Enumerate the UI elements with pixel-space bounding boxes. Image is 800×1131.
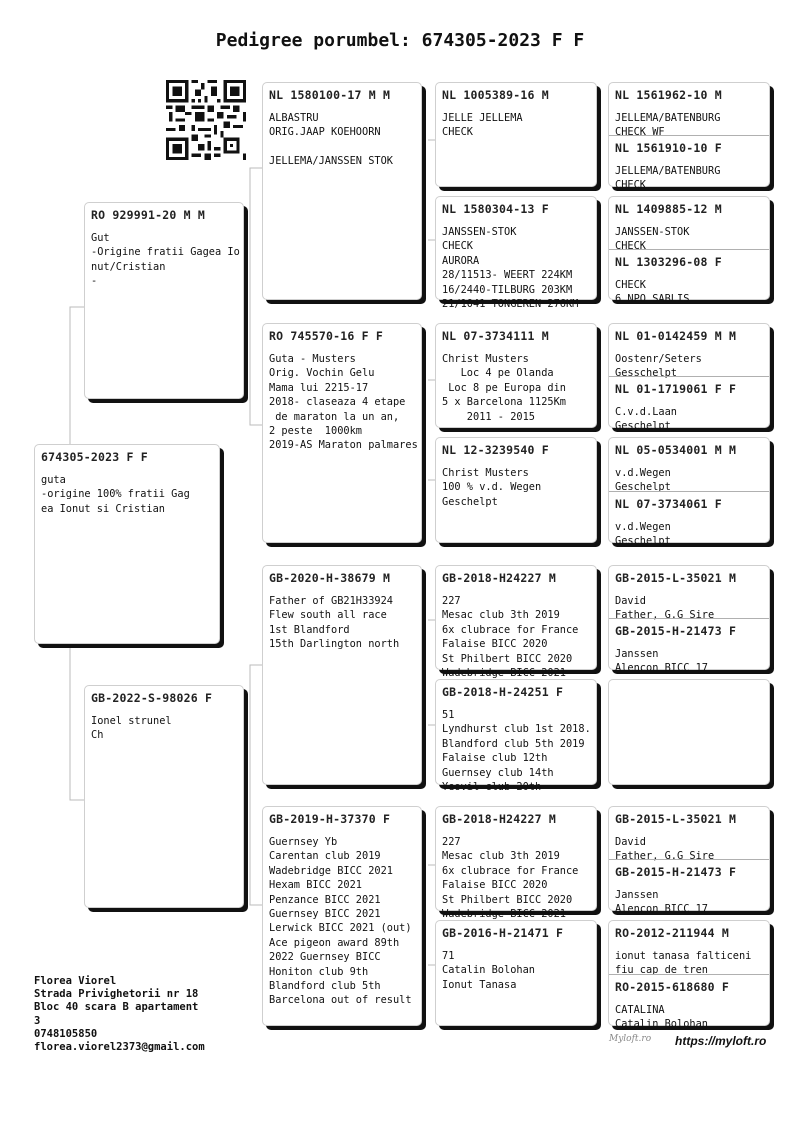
pigeon-notes: David Father, G.G Sire: [615, 595, 715, 622]
ring-number: NL 1005389-16 M: [442, 88, 549, 102]
pigeon-notes: Ionel strunel Ch: [91, 715, 172, 742]
pigeon-notes: JELLE JELLEMA CHECK: [442, 112, 523, 139]
owner-phone: 0748105850: [34, 1027, 98, 1040]
pedigree-card-gen4-3: [435, 323, 597, 428]
pedigree-card-gen5-pair-8: [608, 920, 770, 1031]
pigeon-notes: Janssen Alencon BICC 17: [615, 648, 708, 675]
pigeon-notes: Oostenr/Seters Gesschelpt: [615, 353, 702, 380]
pedigree-card-gen5-pair-4: [608, 437, 770, 548]
ring-number: GB-2015-L-35021 M: [615, 571, 737, 585]
ring-number: GB-2018-H24227 M: [442, 812, 556, 826]
ring-number: NL 1561910-10 F: [615, 141, 722, 155]
owner-name: Florea Viorel: [34, 975, 117, 987]
pedigree-card-gen5-pair-1: [608, 82, 770, 192]
ring-number: NL 12-3239540 F: [442, 443, 549, 457]
pigeon-notes: Gut -Origine fratii Gagea Io nut/Cristian -: [91, 232, 240, 288]
pigeon-notes: JANSSEN-STOK CHECK: [615, 226, 690, 253]
pigeon-notes: 227 Mesac club 3th 2019 6x clubrace for France Falaise BICC 2020 St Philbert BICC 2020 Wadebridge BICC 2021: [442, 595, 579, 680]
ring-number: GB-2015-L-35021 M: [615, 812, 737, 826]
ring-number: NL 1409885-12 M: [615, 202, 722, 216]
pigeon-notes: 227 Mesac club 3th 2019 6x clubrace for France Falaise BICC 2020 St Philbert BICC 2020 Wadebridge BICC 2021: [442, 836, 579, 921]
pigeon-notes: CHECK 6 NPO SABLIS: [615, 279, 690, 306]
pigeon-notes: v.d.Wegen Geschelpt: [615, 521, 671, 548]
pigeon-notes: JELLEMA/BATENBURG CHECK WF: [615, 112, 721, 139]
pigeon-notes: JANSSEN-STOK CHECK AURORA 28/11513- WEERT 224KM 16/2440-TILBURG 203KM 21/1041 TONGEREN 276KM: [442, 226, 579, 311]
ring-number: RO-2012-211944 M: [615, 926, 729, 940]
pedigree-card-gen3-4: [262, 806, 422, 1026]
pedigree-card-gen3-2: [262, 323, 422, 543]
pigeon-notes: guta -origine 100% fratii Gag ea Ionut si Cristian: [41, 474, 190, 515]
pigeon-notes: Father of GB21H33924 Flew south all race 1st Blandford 15th Darlington north: [269, 595, 400, 651]
pigeon-notes: Guernsey Yb Carentan club 2019 Wadebridge BICC 2021 Hexam BICC 2021 Penzance BICC 2021 Guernsey BICC 2021 Lerwick BICC 2021 (out) Ace pigeon award 89th 2022 Guernsey BICC Honiton club 9th Blandford club 5th Barcelona out of result: [269, 836, 412, 1007]
qr-code-icon: [166, 80, 246, 160]
myloft-logo: Myloft.ro: [609, 1034, 652, 1044]
pigeon-notes: Guta - Musters Orig. Vochin Gelu Mama lui 2215-17 2018- claseaza 4 etape de maraton la un an, 2 peste 1000km 2019-AS Maraton palmares: [269, 353, 418, 452]
ring-number: GB-2018-H-24251 F: [442, 685, 564, 699]
ring-number: NL 05-0534001 M M: [615, 443, 737, 457]
ring-number: NL 07-3734061 F: [615, 497, 722, 511]
pedigree-card-gen4-6: [435, 679, 597, 794]
pigeon-notes: 51 Lyndhurst club 1st 2018. Blandford club 5th 2019 Falaise club 12th Guernsey club 14th Yeovil club 20th: [442, 709, 591, 794]
pedigree-card-gen4-1: [435, 82, 597, 187]
ring-number: NL 01-1719061 F F: [615, 382, 737, 396]
ring-number: NL 1580304-13 F: [442, 202, 549, 216]
pigeon-notes: ALBASTRU ORIG.JAAP KOEHOORN JELLEMA/JANSSEN STOK: [269, 112, 393, 168]
pedigree-card-sire: [84, 202, 244, 399]
pedigree-card-gen5-pair-3: [608, 323, 770, 433]
pigeon-notes: CATALINA Catalin Bolohan: [615, 1004, 708, 1031]
pigeon-notes: JELLEMA/BATENBURG CHECK: [615, 165, 721, 192]
ring-number: GB-2020-H-38679 M: [269, 571, 391, 585]
owner-address-line-3: 3: [34, 1014, 41, 1027]
owner-info: [34, 975, 205, 1054]
pedigree-card-gen5-pair-5: [608, 565, 770, 675]
pedigree-card-gen3-1: [262, 82, 422, 300]
pedigree-card-gen4-2: [435, 196, 597, 311]
ring-number: GB-2022-S-98026 F: [91, 691, 213, 705]
pedigree-card-gen4-4: [435, 437, 597, 543]
pigeon-notes: C.v.d.Laan Geschelpt: [615, 406, 677, 433]
ring-number: NL 1561962-10 M: [615, 88, 722, 102]
pedigree-card-gen3-3: [262, 565, 422, 785]
pigeon-notes: v.d.Wegen Geschelpt: [615, 467, 671, 494]
pigeon-notes: Christ Musters 100 % v.d. Wegen Geschelpt: [442, 467, 542, 508]
pigeon-notes: David Father, G.G Sire: [615, 836, 715, 863]
pigeon-notes: 71 Catalin Bolohan Ionut Tanasa: [442, 950, 535, 991]
owner-email[interactable]: florea.viorel2373@gmail.com: [34, 1041, 205, 1054]
ring-number: NL 01-0142459 M M: [615, 329, 737, 343]
website-link[interactable]: https://myloft.ro: [675, 1034, 767, 1048]
pedigree-card-gen5-pair-2: [608, 196, 770, 306]
pigeon-notes: Janssen Alencon BICC 17: [615, 889, 708, 916]
pigeon-notes: Christ Musters Loc 4 pe Olanda Loc 8 pe Europa din 5 x Barcelona 1125Km 2011 - 2015: [442, 353, 566, 423]
ring-number: RO-2015-618680 F: [615, 980, 729, 994]
ring-number: RO 929991-20 M M: [91, 208, 205, 222]
ring-number: GB-2019-H-37370 F: [269, 812, 391, 826]
pedigree-card-gen4-7: [435, 806, 597, 921]
pedigree-card-subject: [34, 444, 220, 644]
ring-number: GB-2018-H24227 M: [442, 571, 556, 585]
pedigree-card-dam: [84, 685, 244, 908]
pigeon-notes: ionut tanasa falticeni fiu cap de tren: [615, 950, 752, 977]
ring-number: NL 1580100-17 M M: [269, 88, 391, 102]
pedigree-card-gen5-pair-7: [608, 806, 770, 916]
ring-number: GB-2016-H-21471 F: [442, 926, 564, 940]
ring-number: GB-2015-H-21473 F: [615, 624, 737, 638]
owner-address-line-2: Bloc 40 scara B apartament: [34, 1001, 199, 1014]
ring-number: NL 1303296-08 F: [615, 255, 722, 269]
pedigree-card-gen4-8: [435, 920, 597, 1026]
pedigree-card-gen4-5: [435, 565, 597, 680]
ring-number: RO 745570-16 F F: [269, 329, 383, 343]
owner-address-line-1: Strada Privighetorii nr 18: [34, 988, 199, 1001]
ring-number: 674305-2023 F F: [41, 450, 148, 464]
page-title: Pedigree porumbel: 674305-2023 F F: [215, 30, 585, 51]
pedigree-card-gen5-pair-6: [608, 679, 770, 785]
ring-number: GB-2015-H-21473 F: [615, 865, 737, 879]
ring-number: NL 07-3734111 M: [442, 329, 549, 343]
